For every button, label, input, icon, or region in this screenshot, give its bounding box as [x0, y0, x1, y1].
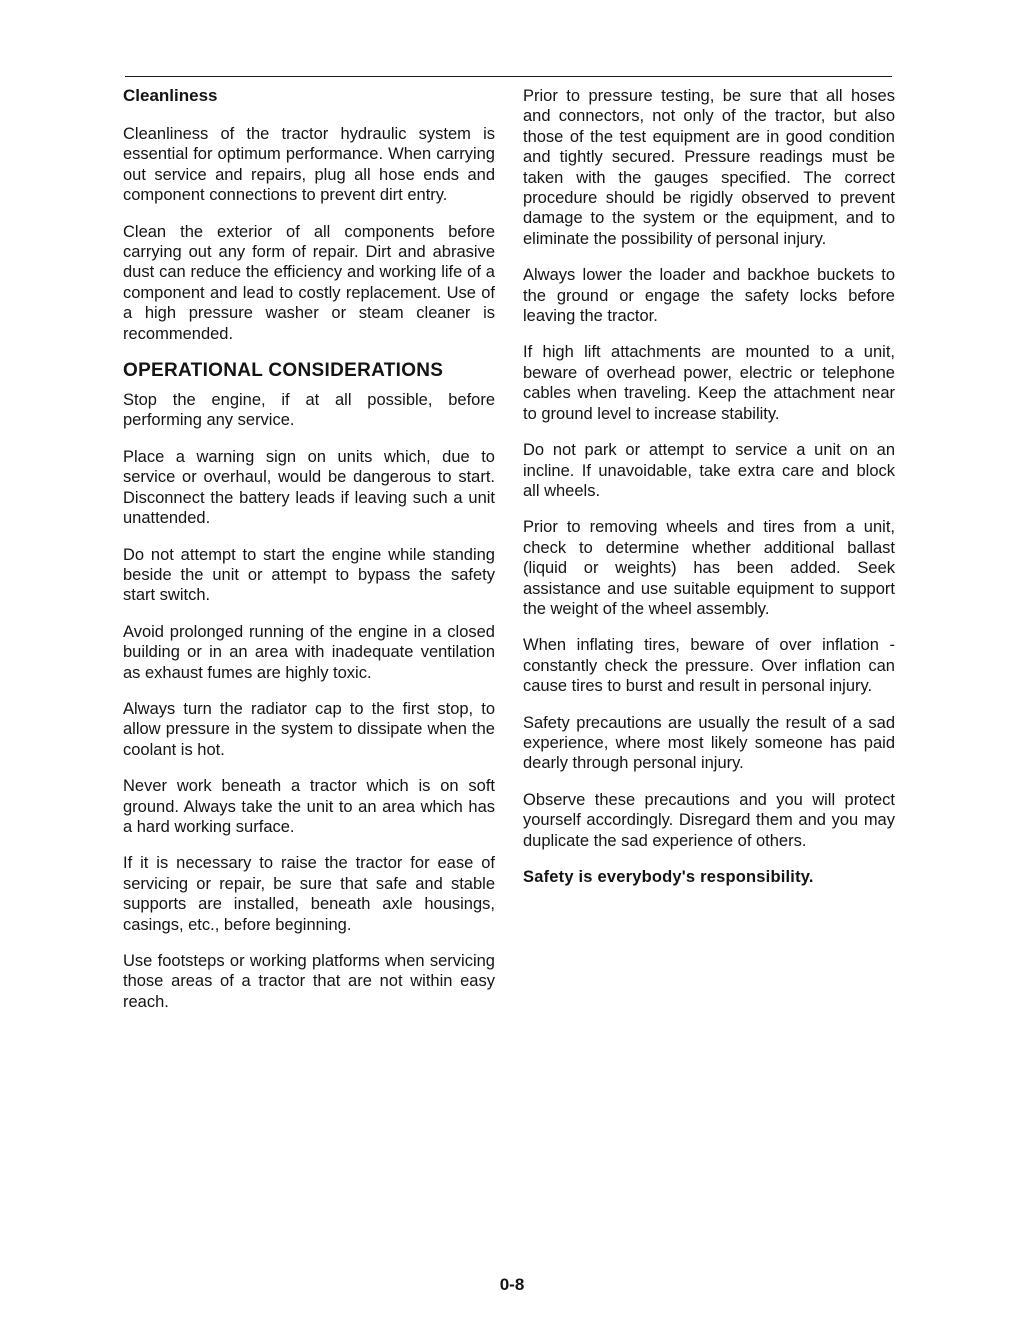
left-column — [123, 86, 495, 1028]
paragraph: Always lower the loader and backhoe buckets to the ground or engage the safety locks before leaving the tractor. — [523, 266, 895, 326]
paragraph: Use footsteps or working platforms when servicing those areas of a tractor that are not within easy reach. — [123, 952, 495, 1011]
heading-cleanliness: Cleanliness — [123, 86, 218, 105]
closing-statement: Safety is everybody's responsibility. — [523, 868, 814, 886]
paragraph: Observe these precautions and you will protect yourself accordingly. Disregard them and you may duplicate the sad experience of others. — [523, 790, 895, 850]
paragraph: Stop the engine, if at all possible, before performing any service. — [123, 391, 495, 430]
heading-operational-considerations: OPERATIONAL CONSIDERATIONS — [123, 360, 444, 382]
page-number: 0-8 — [499, 1275, 525, 1294]
paragraph: Place a warning sign on units which, due to service or overhaul, would be dangerous to start. Disconnect the battery leads if leaving such a unit unattended. — [123, 447, 495, 528]
paragraph: Safety precautions are usually the result of a sad experience, where most likely someone has paid dearly through personal injury. — [523, 713, 895, 773]
paragraph: If high lift attachments are mounted to a unit, beware of overhead power, electric or telephone cables when traveling. Keep the attachment near to ground level to increase stability. — [523, 343, 895, 423]
paragraph: Cleanliness of the tractor hydraulic system is essential for optimum performance. When carrying out service and repairs, plug all hose ends and component connections to prevent dirt entry. — [123, 125, 495, 205]
paragraph: Clean the exterior of all components before carrying out any form of repair. Dirt and abrasive dust can reduce the efficiency and working life of a component and lead to costly replacement. Use of a high pressure washer or steam cleaner is recommended. — [123, 222, 495, 343]
paragraph: If it is necessary to raise the tractor for ease of servicing or repair, be sure that safe and stable supports are installed, beneath axle housings, casings, etc., before beginning. — [123, 854, 495, 934]
paragraph: Prior to removing wheels and tires from a unit, check to determine whether additional ballast (liquid or weights) has been added. Seek assistance and use suitable equipment to support the weight of the wheel assembly. — [523, 518, 895, 618]
right-column — [523, 86, 895, 887]
paragraph: When inflating tires, beware of over inflation - constantly check the pressure. Over inflation can cause tires to burst and result in personal injury. — [523, 636, 895, 696]
paragraph: Do not attempt to start the engine while standing beside the unit or attempt to bypass the safety start switch. — [123, 545, 495, 605]
paragraph: Prior to pressure testing, be sure that all hoses and connectors, not only of the tractor, but also those of the test equipment are in good condition and tightly secured. Pressure readings must be taken with the gauges specified. The correct procedure should be rigidly observed to prevent damage to the system or the equipment, and to eliminate the possibility of personal injury. — [523, 87, 895, 248]
paragraph: Avoid prolonged running of the engine in a closed building or in an area with inadequate ventilation as exhaust fumes are highly toxic. — [123, 622, 495, 682]
paragraph: Do not park or attempt to service a unit on an incline. If unavoidable, take extra care and block all wheels. — [523, 441, 895, 500]
paragraph: Never work beneath a tractor which is on soft ground. Always take the unit to an area which has a hard working surface. — [123, 777, 495, 836]
paragraph: Always turn the radiator cap to the first stop, to allow pressure in the system to dissipate when the coolant is hot. — [123, 699, 495, 759]
top-rule — [125, 76, 892, 77]
